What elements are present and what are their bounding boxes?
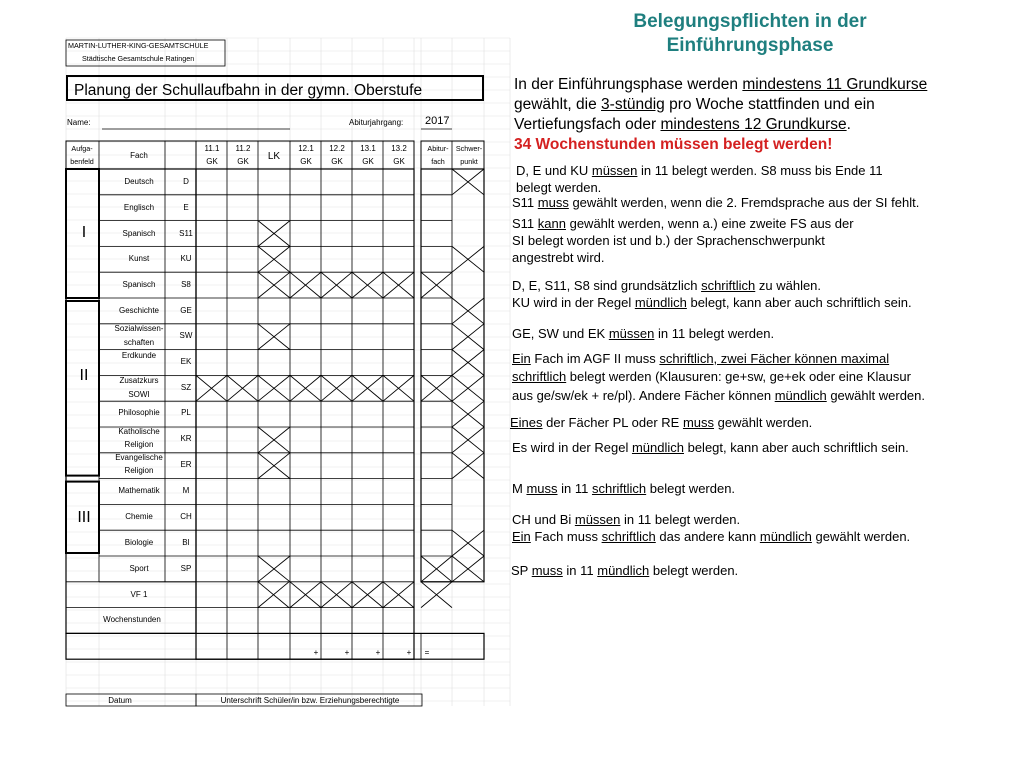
subject-zusatzkurs: Zusatzkurs [119,376,159,385]
subject-deutsch: Deutsch [124,177,154,186]
wochenstunden-label: Wochenstunden [103,615,161,624]
abi-label: Abiturjahrgang: [349,118,404,127]
a10-b: in 11 belegt werden. [620,512,741,527]
school-name: MARTIN-LUTHER-KING-GESAMTSCHULE [68,41,209,50]
header-13-1-gk: GK [362,157,374,166]
header-11-2-gk: GK [237,157,249,166]
abbr-mathematik: M [182,486,190,495]
header-aufgabenfeld: Aufga- [71,144,93,153]
abbr-chemie: CH [180,512,192,521]
a10-l2b: das andere kann [655,529,760,544]
abbr-spanisch-8: S8 [181,280,191,289]
subject-erdkunde: Erdkunde [121,351,157,360]
header-11-1-gk: GK [206,157,218,166]
datum-label: Datum [108,696,132,705]
a9-u1: muss [526,481,558,496]
a11-u2: mündlich [597,563,650,578]
a8-b: belegt, kann aber auch schriftlich sein. [683,440,909,455]
a11-c: belegt werden. [649,563,739,578]
a8-u: mündlich [631,440,684,455]
intro-l3b: . [846,116,851,133]
subject-kunst: Kunst [128,254,150,263]
a10-l2u2: schriftlich [601,529,656,544]
subject-geschichte: Geschichte [118,306,160,315]
note-a10 [512,511,982,545]
intro-l1u: mindestens 11 Grundkurse [742,76,928,93]
intro-l3u: mindestens 12 Grundkurse [660,116,847,133]
a4-b: zu wählen. [755,278,822,293]
form-title: Planung der Schullaufbahn in der gymn. Oberstufe [74,82,423,99]
intro-l3a: Vertiefungsfach oder [514,116,661,133]
field-label-3: III [77,509,91,526]
a1-a: D, E und KU [516,163,592,178]
subject-spanisch-11: Spanisch [122,229,156,238]
intro-l2a: gewählt, die [514,96,602,113]
a7-a: der Fächer PL oder RE [542,415,683,430]
a10-a: CH und Bi [512,512,575,527]
header-11-1: 11.1 [204,144,220,153]
note-a1 [516,162,986,196]
header-13-2: 13.2 [391,144,407,153]
subject-biologie: Biologie [124,538,154,547]
a5-b: in 11 belegt werden. [654,326,775,341]
a10-l2u3: mündlich [759,529,812,544]
a7-u1: Eines [510,415,543,430]
abbr-deutsch: D [183,177,189,186]
abbr-geschichte: GE [180,306,192,315]
abbr-kunst: KU [180,254,192,263]
a1-b: in 11 belegt werden. S8 muss bis Ende 11 [637,163,883,178]
abbr-erdkunde: EK [180,357,192,366]
note-a2 [512,194,982,211]
signature-label: Unterschrift Schüler/in bzw. Erziehungsberechtigte [220,696,400,705]
a4-l2u: mündlich [634,295,687,310]
note-a8 [512,439,982,456]
a6-a: Fach im AGF II muss [530,351,660,366]
a10-l2c: gewählt werden. [811,529,911,544]
a7-u2: muss [682,415,715,430]
a8-a: Es wird in der Regel [512,440,632,455]
a6-l3a: aus ge/sw/ek + re/pl). Andere Fächer können [512,388,775,403]
note-a5 [512,325,982,342]
note-a6 [512,350,982,404]
header-13-1: 13.1 [360,144,376,153]
header-aufgabenfeld-2: benfeld [70,157,94,166]
a11-b: in 11 [562,563,598,578]
a7-b: gewählt werden. [714,415,813,430]
a3-l3: angestrebt wird. [512,250,605,265]
subject-sozialwissenschaften-2: schaften [123,338,155,347]
intro-l1a: In der Einführungsphase werden [514,76,743,93]
a6-u2: schriftlich, zwei Fächer können maximal [659,351,890,366]
field-label-1: I [81,224,87,241]
abbr-katholische-religion: KR [180,434,192,443]
form-cross-marks [196,169,484,608]
header-abitur: Abitur- [427,144,449,153]
equals-sign: = [424,648,430,657]
vf-label: VF 1 [130,590,148,599]
plus-1: + [313,648,319,657]
form-grid [66,38,510,706]
course-block [196,169,414,659]
a10-u: müssen [574,512,621,527]
intro-l2b: pro Woche stattfinden und ein [664,96,875,113]
a10-l2u1: Ein [512,529,531,544]
a4-l2a: KU wird in der Regel [512,295,635,310]
header-12-1-gk: GK [300,157,312,166]
intro-text [514,75,984,155]
a11-a: SP [511,563,532,578]
subject-zusatzkurs-2: SOWI [128,390,150,399]
note-a9 [512,480,982,497]
a3-b: gewählt werden, wenn a.) eine zweite FS aus der [565,216,854,231]
abbr-philosophie: PL [181,408,191,417]
field-label-2: II [79,367,89,384]
a5-u: müssen [608,326,655,341]
a9-u2: schriftlich [591,481,647,496]
a2-u: muss [537,195,569,210]
header-lk: LK [267,151,281,162]
a5-a: GE, SW und EK [512,326,609,341]
a10-l2a: Fach muss [530,529,602,544]
a4-u: schriftlich [701,278,756,293]
header-12-1: 12.1 [298,144,314,153]
subject-mathematik: Mathematik [118,486,160,495]
subject-evangelische-religion: Evangelische [115,453,163,462]
a1-l2: belegt werden. [516,180,602,195]
page-title-line-2: Einführungsphase [666,35,834,56]
header-schwerpunkt: Schwer- [455,144,483,153]
abi-year: 2017 [425,115,450,127]
header-12-2: 12.2 [329,144,345,153]
header-12-2-gk: GK [331,157,343,166]
subject-katholische-religion-2: Religion [124,440,154,449]
a9-a: M [512,481,527,496]
field-block-2 [66,301,99,476]
header-abitur-2: fach [431,157,445,166]
intro-l2u: 3-stündig [601,96,665,113]
abbr-biologie: BI [182,538,190,547]
a9-c: belegt werden. [646,481,736,496]
note-a7 [510,414,980,431]
a6-l3u: mündlich [774,388,827,403]
a3-a: S11 [512,216,538,231]
a6-l2b: belegt werden (Klausuren: ge+sw, ge+ek oder eine Klausur [566,369,911,384]
subject-sozialwissenschaften: Sozialwissen- [114,324,164,333]
subject-katholische-religion: Katholische [118,427,160,436]
plus-3: + [375,648,381,657]
note-a3 [512,215,982,266]
subject-englisch: Englisch [123,203,155,212]
subject-chemie: Chemie [125,512,153,521]
header-fach: Fach [130,151,148,160]
a6-l2u: schriftlich [512,369,567,384]
subject-philosophie: Philosophie [118,408,160,417]
plus-4: + [406,648,412,657]
name-label: Name: [67,118,91,127]
a6-u1: Ein [512,351,531,366]
abbr-zusatzkurs: SZ [180,383,192,392]
a1-u: müssen [591,163,638,178]
a4-l2b: belegt, kann aber auch schriftlich sein. [686,295,912,310]
subject-spanisch-8: Spanisch [122,280,156,289]
header-11-2: 11.2 [235,144,251,153]
abbr-sozialwissenschaften: SW [179,331,193,340]
a3-u: kann [537,216,566,231]
a11-u1: muss [531,563,563,578]
a4-a: D, E, S11, S8 sind grundsätzlich [512,278,702,293]
a3-l2: SI belegt worden ist und b.) der Sprachenschwerpunkt [512,233,825,248]
page-title-line-1: Belegungspflichten in der [633,11,867,32]
a6-l3b: gewählt werden. [826,388,925,403]
note-a11 [511,562,981,579]
school-subtitle: Städtische Gesamtschule Ratingen [82,54,195,63]
subject-evangelische-religion-2: Religion [124,466,154,475]
header-schwerpunkt-2: punkt [460,157,478,166]
abbr-evangelische-religion: ER [180,460,192,469]
a2-a: S11 [512,195,538,210]
subject-sport: Sport [129,564,149,573]
note-a4 [512,277,982,311]
plus-2: + [344,648,350,657]
abbr-englisch: E [183,203,189,212]
page-title [520,10,980,58]
abbr-spanisch-11: S11 [179,229,193,238]
intro-warning: 34 Wochenstunden müssen belegt werden! [514,136,833,153]
abbr-sport: SP [180,564,192,573]
a2-b: gewählt werden, wenn die 2. Fremdsprache aus der SI fehlt. [568,195,920,210]
a9-b: in 11 [557,481,592,496]
header-13-2-gk: GK [393,157,405,166]
